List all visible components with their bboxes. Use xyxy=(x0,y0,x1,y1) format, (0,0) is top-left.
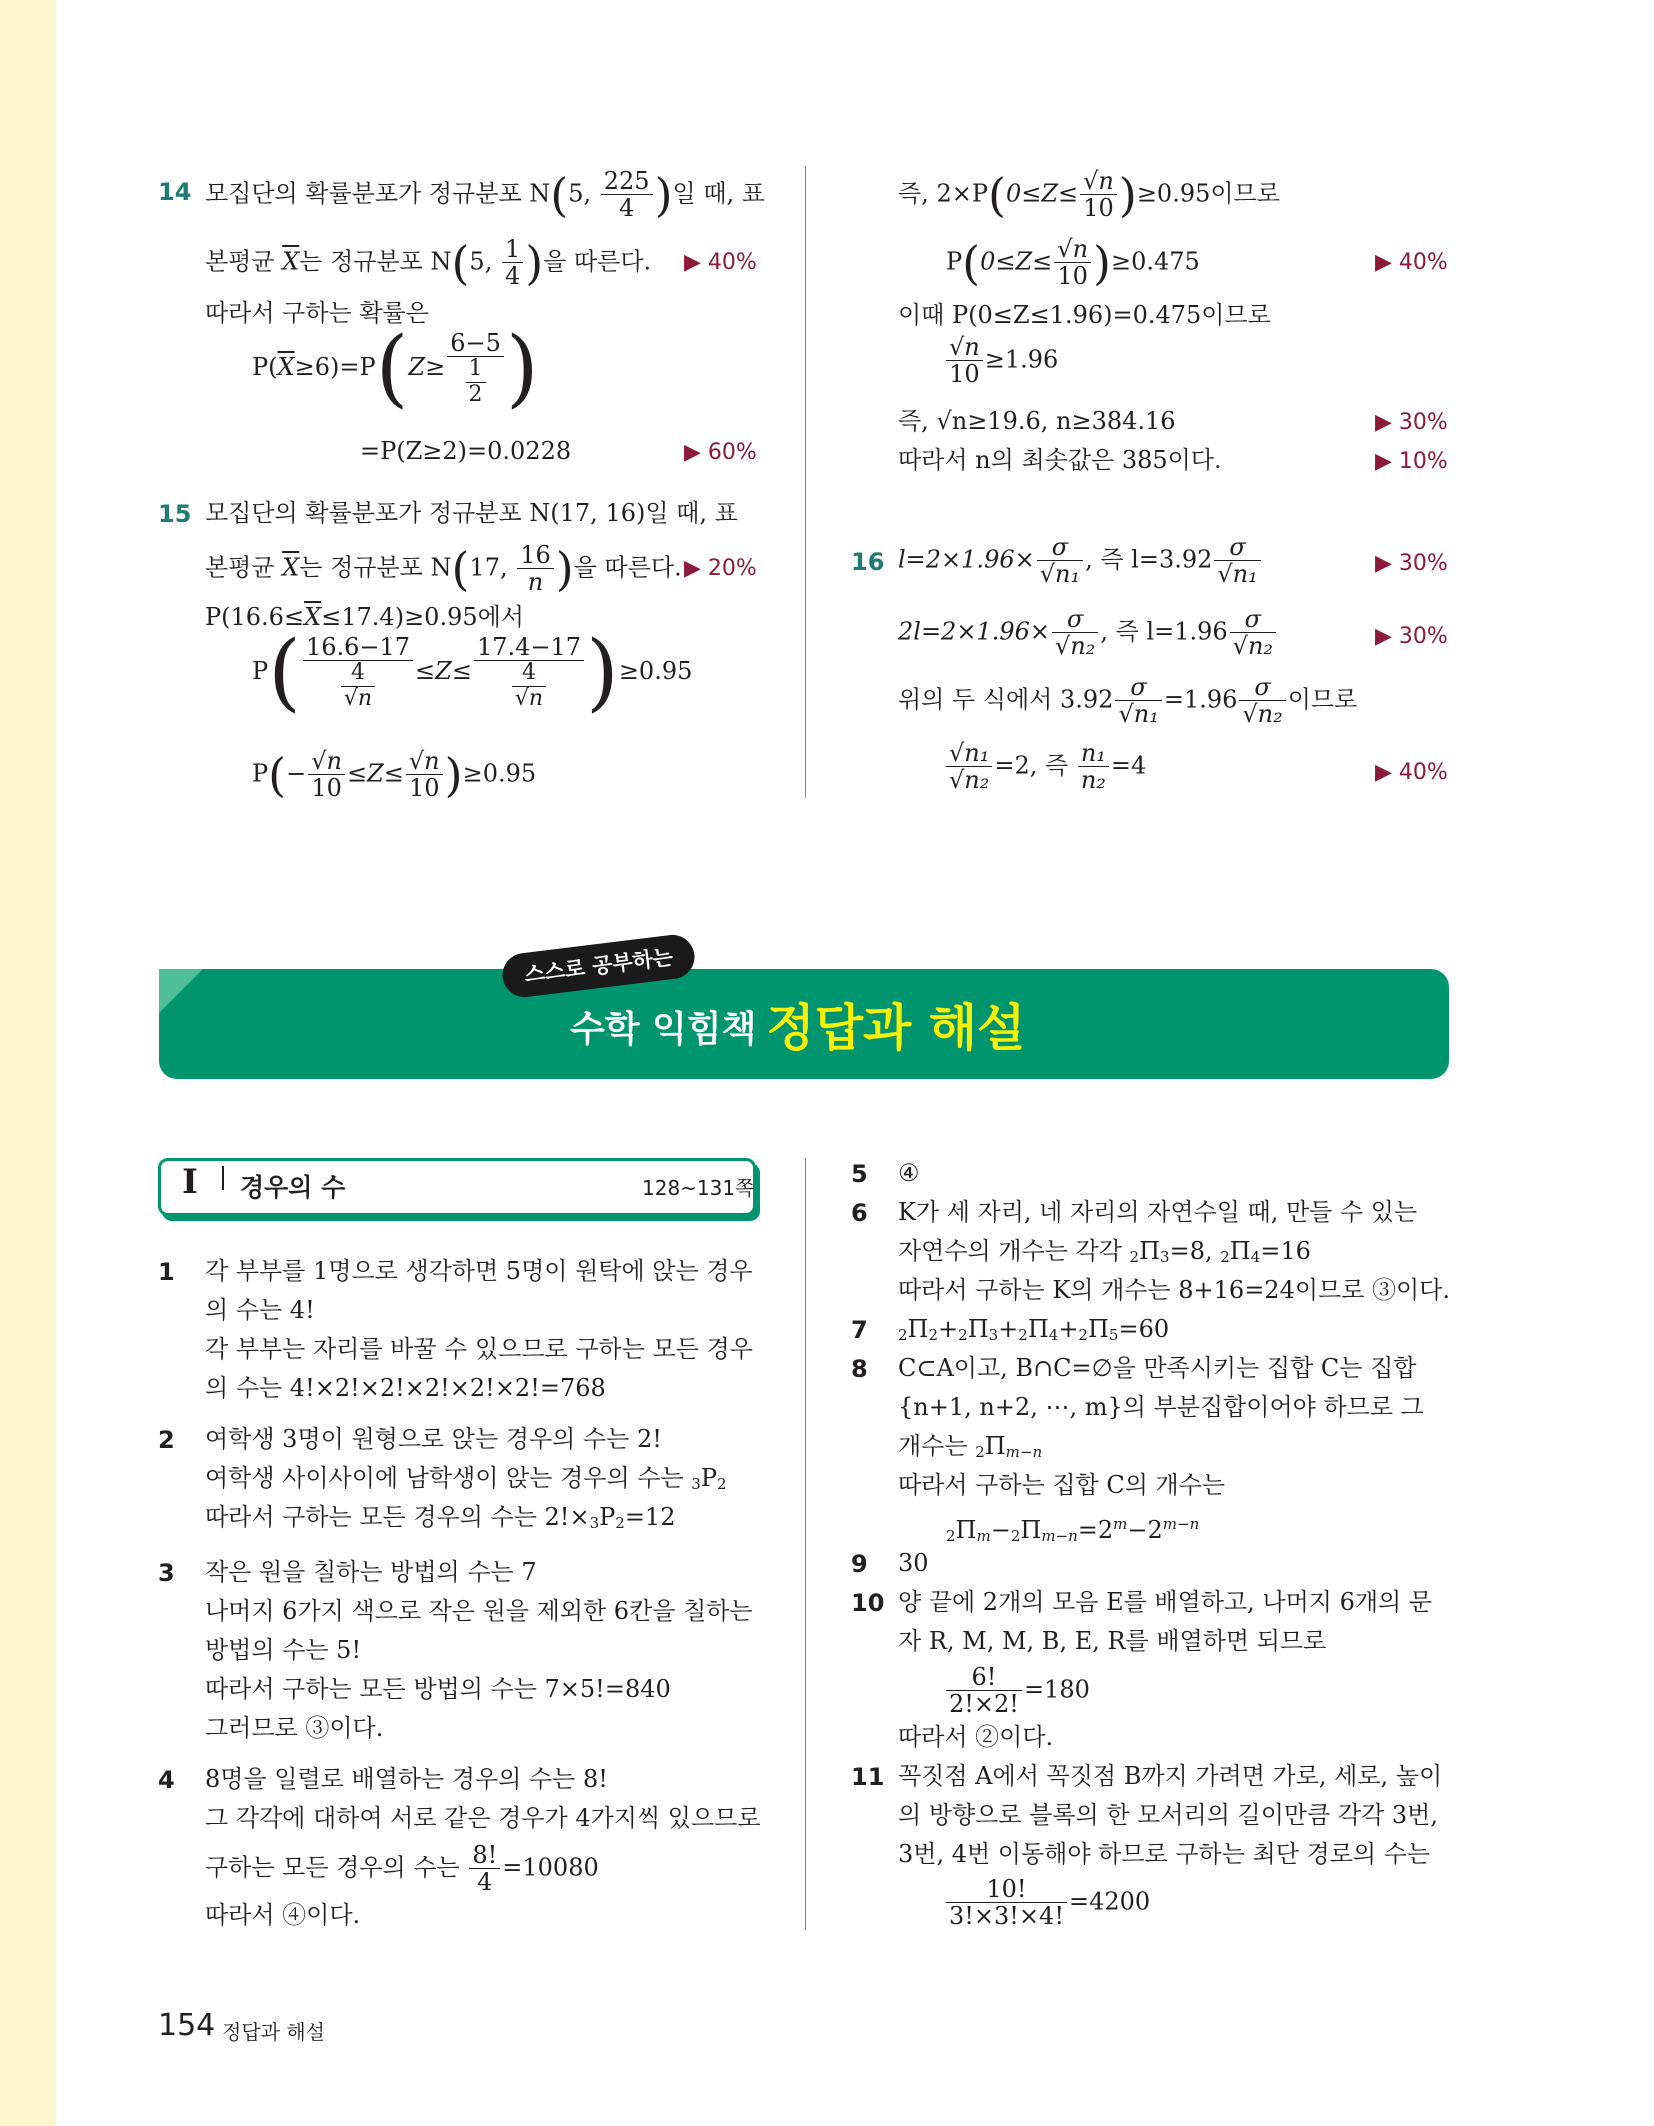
text-line: 모집단의 확률분포가 정규분포 N(5, $\frac{225}{4}$ )일 때, 표 xyxy=(205,167,765,223)
text-line: 각 부부는 자리를 바꿀 수 있으므로 구하는 모든 경우 xyxy=(205,1335,753,1363)
score-percent: ▶ 60% xyxy=(684,440,757,465)
text-line: 의 수는 4!×2!×2!×2!×2!×2!=768 xyxy=(205,1374,606,1402)
text-line: 각 부부를 1명으로 생각하면 5명이 원탁에 앉는 경우 xyxy=(205,1257,753,1285)
section-title: 경우의 수 xyxy=(240,1173,346,1202)
text-line: 따라서 구하는 모든 방법의 수는 7×5!=840 xyxy=(205,1675,671,1703)
text-line: ④ xyxy=(898,1159,920,1187)
problem-number: 5 xyxy=(851,1160,868,1188)
math-line: =P(Z≥2)=0.0228 xyxy=(360,437,572,465)
text-line: 따라서 n의 최솟값은 385이다. xyxy=(898,446,1222,474)
banner-fold-decoration xyxy=(159,969,203,1013)
text-line: 3번, 4번 이동해야 하므로 구하는 최단 경로의 수는 xyxy=(898,1840,1431,1868)
text-line: 꼭짓점 A에서 꼭짓점 B까지 가려면 가로, 세로, 높이 xyxy=(898,1762,1443,1790)
problem-number: 2 xyxy=(158,1426,175,1454)
score-percent: ▶ 30% xyxy=(1375,410,1448,435)
score-percent: ▶ 30% xyxy=(1375,551,1448,576)
score-percent: ▶ 40% xyxy=(1375,760,1448,785)
score-percent: ▶ 20% xyxy=(684,556,757,581)
text-line: 의 방향으로 블록의 한 모서리의 길이만큼 각각 3번, xyxy=(898,1801,1438,1829)
text-line: 본평균 $\overline{X}$는 정규분포 N(5, $\frac{1}{4}$ )을 따른다. xyxy=(205,235,652,291)
math-line: 즉, √n≥19.6, n≥384.16 xyxy=(898,407,1176,435)
text-line: {n+1, n+2, ⋯, m}의 부분집합이어야 하므로 그 xyxy=(898,1393,1424,1421)
text-line: 양 끝에 2개의 모음 E를 배열하고, 나머지 6개의 문 xyxy=(898,1588,1433,1616)
text-line: 본평균 $\overline{X}$는 정규분포 N(17, $\frac{16}{n}$ )을 따른다. xyxy=(205,541,682,597)
text-line: 따라서 구하는 집합 C의 개수는 xyxy=(898,1471,1226,1499)
banner-tag: 스스로 공부하는 xyxy=(500,932,697,999)
problem-number: 8 xyxy=(851,1355,868,1383)
text-line: 따라서 ④이다. xyxy=(205,1901,361,1929)
score-percent: ▶ 40% xyxy=(1375,250,1448,275)
text-line: 그러므로 ③이다. xyxy=(205,1714,384,1742)
math-line: $\frac{6!}{2!\times 2!}$ =180 xyxy=(946,1664,1090,1718)
text-line: C⊂A이고, B∩C=∅을 만족시키는 집합 C는 집합 xyxy=(898,1354,1417,1382)
problem-number: 3 xyxy=(158,1559,175,1587)
text-line: 따라서 ②이다. xyxy=(898,1723,1054,1751)
text-line: 여학생 사이사이에 남학생이 앉는 경우의 수는 $_3P_2$ xyxy=(205,1464,727,1493)
text-line: 방법의 수는 5! xyxy=(205,1636,362,1664)
math-line: P( $\frac{16.6-17}{\frac{4}{√n}}$ ≤Z≤ $\frac{17.4-17}{\frac{4}{√n}}$ )≥0.95 xyxy=(252,622,693,721)
text-line: 개수는 $_2\Pi_{m-n}$ xyxy=(898,1432,1043,1461)
problem-number: 14 xyxy=(158,178,192,206)
page-footer-label: 정답과 해설 xyxy=(222,2020,325,2044)
math-line: P(− $\frac{√n}{10}$ ≤Z≤ $\frac{√n}{10}$ )≥0.95 xyxy=(252,747,537,803)
text-line: 자연수의 개수는 각각 $_2\Pi_3=8$, $_2\Pi_4=16$ xyxy=(898,1237,1311,1266)
banner-highlight: 정답과 해설 xyxy=(766,999,1026,1057)
text-line: 여학생 3명이 원형으로 앉는 경우의 수는 2! xyxy=(205,1425,662,1453)
math-line: P(0≤Z≤ $\frac{√n}{10}$ )≥0.475 xyxy=(946,235,1200,291)
left-margin-strip xyxy=(0,0,56,2126)
column-divider xyxy=(805,166,806,798)
math-line: 즉, 2×P(0≤Z≤ $\frac{√n}{10}$ )≥0.95이므로 xyxy=(898,167,1280,223)
text-line: K가 세 자리, 네 자리의 자연수일 때, 만들 수 있는 xyxy=(898,1198,1418,1226)
text-line: 그 각각에 대하여 서로 같은 경우가 4가지씩 있으므로 xyxy=(205,1804,761,1832)
math-line: $P(16.6\le\overline{X}\le 17.4)\ge 0.95$에서 xyxy=(205,603,524,631)
text-line: 따라서 구하는 K의 개수는 8+16=24이므로 ③이다. xyxy=(898,1276,1451,1304)
math-line: $_2\Pi_2+_2\Pi_3+_2\Pi_4+_2\Pi_5=60$ xyxy=(898,1315,1170,1344)
math-line: $\frac{√n}{10}$ ≥1.96 xyxy=(946,334,1058,388)
problem-number: 10 xyxy=(851,1589,885,1617)
text-line: 30 xyxy=(898,1549,929,1577)
math-line: 구하는 모든 경우의 수는 $\frac{8!}{4}$ =10080 xyxy=(205,1841,599,1897)
math-line: 이때 P(0≤Z≤1.96)=0.475이므로 xyxy=(898,301,1271,329)
problem-number: 11 xyxy=(851,1763,885,1791)
text-line: 자 R, M, M, B, E, R를 배열하면 되므로 xyxy=(898,1627,1327,1655)
problem-number: 6 xyxy=(851,1199,868,1227)
math-line: l=2×1.96× $\frac{\sigma}{\text{√n₁}}$ , 즉 l=3.92 $\frac{\sigma}{\text{√n₁}}$ xyxy=(898,534,1263,588)
text-line: 의 수는 4! xyxy=(205,1296,315,1324)
math-line: $\frac{10!}{3!\times 3!\times 4!}$ =4200 xyxy=(946,1876,1150,1930)
math-line: $P(\overline{X}\ge 6)=P(Z\ge$ $\frac{6-5}{\frac{1}{2}}$ ) xyxy=(252,318,539,417)
problem-number: 15 xyxy=(158,500,192,528)
section-roman-numeral: I xyxy=(182,1162,198,1202)
section-divider-bar xyxy=(222,1166,224,1190)
score-percent: ▶ 40% xyxy=(684,250,757,275)
score-percent: ▶ 30% xyxy=(1375,624,1448,649)
section-page-range: 128~131쪽 xyxy=(642,1176,755,1200)
text-line: 나머지 6가지 색으로 작은 원을 제외한 6칸을 칠하는 xyxy=(205,1597,753,1625)
math-line: 위의 두 식에서 3.92 $\frac{\sigma}{\text{√n₁}}$ =1.96 $\frac{\sigma}{\text{√n₂}}$ 이므로 xyxy=(898,673,1358,729)
column-divider xyxy=(805,1158,806,1930)
math-line: 2l=2×1.96× $\frac{\sigma}{\text{√n₂}}$ , 즉 l=1.96 $\frac{\sigma}{\text{√n₂}}$ xyxy=(898,606,1278,660)
problem-number: 16 xyxy=(851,548,885,576)
text-line: 모집단의 확률분포가 정규분포 N(17, 16)일 때, 표 xyxy=(205,499,738,527)
problem-number: 7 xyxy=(851,1316,868,1344)
text-line: 8명을 일렬로 배열하는 경우의 수는 8! xyxy=(205,1765,608,1793)
problem-number: 1 xyxy=(158,1258,175,1286)
problem-number: 4 xyxy=(158,1766,175,1794)
text-line: 따라서 구하는 모든 경우의 수는 $2!\times_3P_2=12$ xyxy=(205,1503,676,1532)
banner-title: 수학 익힘책 정답과 해설 xyxy=(570,999,1026,1057)
score-percent: ▶ 10% xyxy=(1375,449,1448,474)
text-line: 따라서 구하는 확률은 xyxy=(205,299,429,327)
math-line: $\frac{\text{√n₁}}{\text{√n₂}}$ =2, 즉 $\frac{\text{n₁}}{\text{n₂}}$ =4 xyxy=(946,740,1146,794)
problem-number: 9 xyxy=(851,1550,868,1578)
text-line: 작은 원을 칠하는 방법의 수는 7 xyxy=(205,1558,537,1586)
math-line: $_2\Pi_m-_2\Pi_{m-n}=2^m-2^{m-n}$ xyxy=(946,1515,1200,1545)
page-number: 154 xyxy=(158,2008,216,2043)
